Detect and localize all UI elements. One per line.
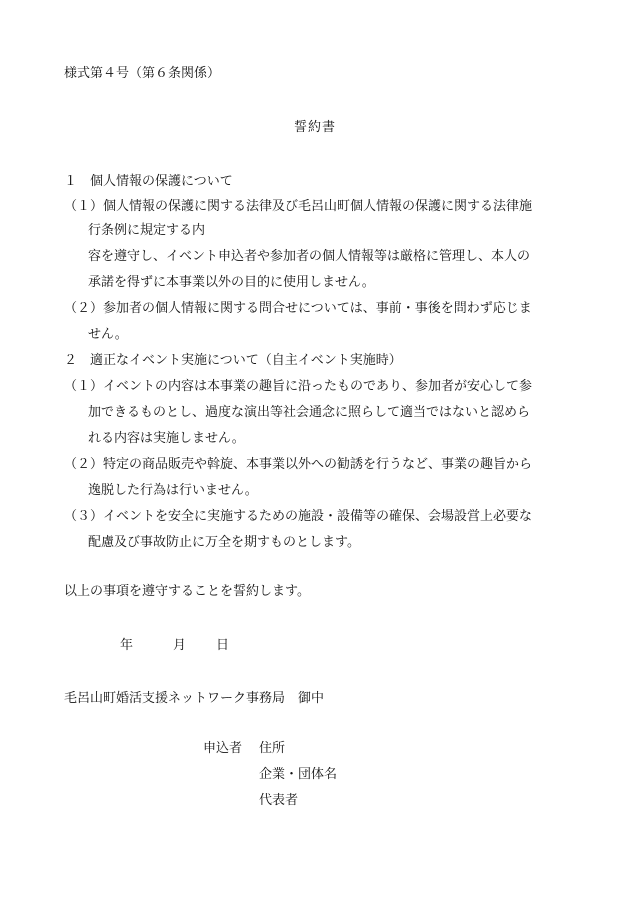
item-line: れる内容は実施しません。 [88,431,245,446]
item-line: 逸脱した行為は行いません。 [88,483,258,498]
item-line: 加できるものとし、過度な演出等社会通念に照らして適当ではないと認めら [88,405,531,420]
date-month-label: 月 [173,638,187,653]
organization-label: 企業・団体名 [259,767,338,782]
item-line: （２）特定の商品販売や斡旋、本事業以外への勧誘を行うなど、事業の趣旨から [64,457,533,472]
date-day-label: 日 [216,638,230,653]
closing-statement: 以上の事項を遵守することを誓約します。 [64,584,310,599]
item-line: （１）個人情報の保護に関する法律及び毛呂山町個人情報の保護に関する法律施 [64,199,533,214]
item-line: 容を遵守し、イベント申込者や参加者の個人情報等は厳格に管理し、本人の [88,249,531,264]
addressee: 毛呂山町婚活支援ネットワーク事務局 御中 [64,691,325,706]
date-year-label: 年 [120,638,134,653]
item-line: 配慮及び事故防止に万全を期すものとします。 [88,535,360,550]
section-heading-privacy: １ 個人情報の保護について [64,174,233,189]
form-number: 様式第４号（第６条関係） [64,66,221,81]
address-label: 住所 [259,741,286,756]
representative-label: 代表者 [259,793,299,808]
item-line: （３）イベントを安全に実施するための施設・設備等の確保、会場設営上必要な [64,509,533,524]
item-line: せん。 [88,327,128,342]
item-line: 行条例に規定する内 [88,223,206,238]
item-line: 承諾を得ずに本事業以外の目的に使用しません。 [88,275,375,290]
item-line: （１）イベントの内容は本事業の趣旨に沿ったものであり、参加者が安心して参 [64,379,533,394]
section-heading-event: ２ 適正なイベント実施について（自主イベント実施時） [64,353,402,368]
item-line: （２）参加者の個人情報に関する問合せについては、事前・事後を問わず応じま [64,301,532,316]
applicant-label: 申込者 [203,741,243,756]
document-title: 誓約書 [293,120,336,135]
date-line [120,638,229,654]
